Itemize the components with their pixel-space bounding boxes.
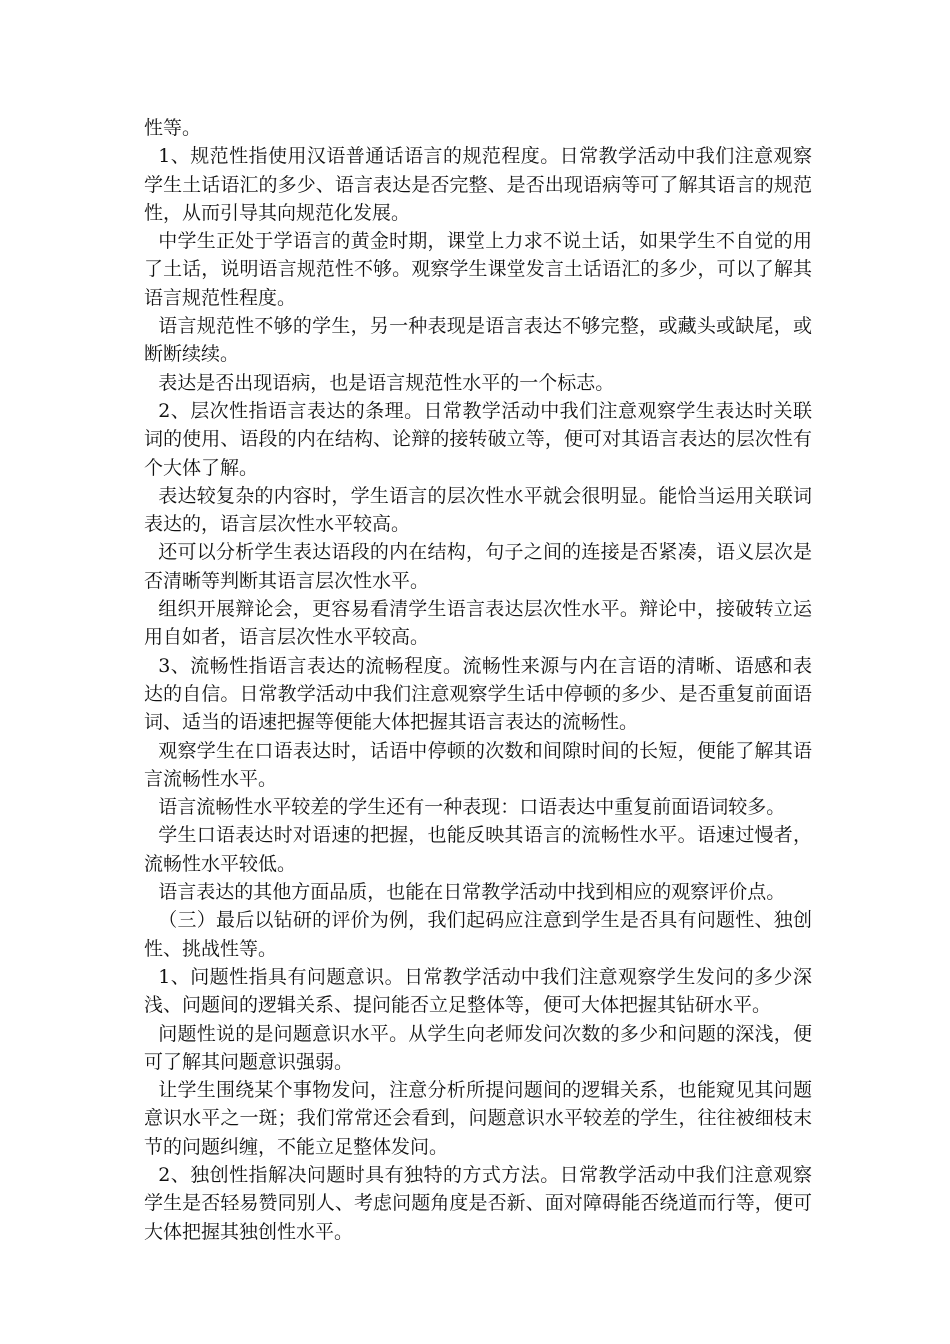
paragraph: 语言表达的其他方面品质，也能在日常教学活动中找到相应的观察评价点。 <box>158 881 786 904</box>
paragraph: 问题性说的是问题意识水平。从学生向老师发问次数的多少和问题的深浅，便可了解其问题意识强弱。 <box>144 1022 812 1073</box>
paragraph: 组织开展辩论会，更容易看清学生语言表达层次性水平。辩论中，接破转立运用自如者，语言层次性水平较高。 <box>144 598 812 649</box>
paragraph: 中学生正处于学语言的黄金时期，课堂上力求不说土话，如果学生不自觉的用了土话，说明语言规范性不够。观察学生课堂发言土话语汇的多少，可以了解其语言规范性程度。 <box>144 230 812 309</box>
paragraph: 1、规范性指使用汉语普通话语言的规范程度。日常教学活动中我们注意观察学生土话语汇的多少、语言表达是否完整、是否出现语病等可了解其语言的规范性，从而引导其向规范化发展。 <box>144 145 812 224</box>
paragraph: 性等。 <box>144 117 202 139</box>
paragraph: 观察学生在口语表达时，话语中停顿的次数和间隙时间的长短，便能了解其语言流畅性水平。 <box>144 739 812 790</box>
paragraph: 语言规范性不够的学生，另一种表现是语言表达不够完整，或藏头或缺尾，或断断续续。 <box>144 315 812 366</box>
paragraph: 2、层次性指语言表达的条理。日常教学活动中我们注意观察学生表达时关联词的使用、语段的内在结构、论辩的接转破立等，便可对其语言表达的层次性有个大体了解。 <box>144 399 812 479</box>
paragraph: 表达是否出现语病，也是语言规范性水平的一个标志。 <box>158 371 615 394</box>
paragraph: 还可以分析学生表达语段的内在结构，句子之间的连接是否紧凑，语义层次是否清晰等判断其语言层次性水平。 <box>144 541 812 592</box>
paragraph: （三）最后以钻研的评价为例，我们起码应注意到学生是否具有问题性、独创性、挑战性等。 <box>144 909 812 960</box>
paragraph: 3、流畅性指语言表达的流畅程度。流畅性来源与内在言语的清晰、语感和表达的自信。日常教学活动中我们注意观察学生话中停顿的多少、是否重复前面语词、适当的语速把握等便能大体把握其语言表达的流畅性。 <box>144 654 812 734</box>
paragraph: 2、独创性指解决问题时具有独特的方式方法。日常教学活动中我们注意观察学生是否轻易赞同别人、考虑问题角度是否新、面对障碍能否绕道而行等，便可大体把握其独创性水平。 <box>144 1163 812 1243</box>
paragraph: 让学生围绕某个事物发问，注意分析所提问题间的逻辑关系，也能窥见其问题意识水平之一斑；我们常常还会看到，问题意识水平较差的学生，往往被细枝末节的问题纠缠，不能立足整体发问。 <box>144 1079 812 1158</box>
document-body <box>144 114 812 1246</box>
paragraph: 表达较复杂的内容时，学生语言的层次性水平就会很明显。能恰当运用关联词表达的，语言层次性水平较高。 <box>144 484 812 536</box>
paragraph: 语言流畅性水平较差的学生还有一种表现：口语表达中重复前面语词较多。 <box>158 796 786 819</box>
paragraph: 1、问题性指具有问题意识。日常教学活动中我们注意观察学生发问的多少深浅、问题间的逻辑关系、提问能否立足整体等，便可大体把握其钻研水平。 <box>144 965 812 1017</box>
paragraph: 学生口语表达时对语速的把握，也能反映其语言的流畅性水平。语速过慢者，流畅性水平较低。 <box>144 824 812 875</box>
